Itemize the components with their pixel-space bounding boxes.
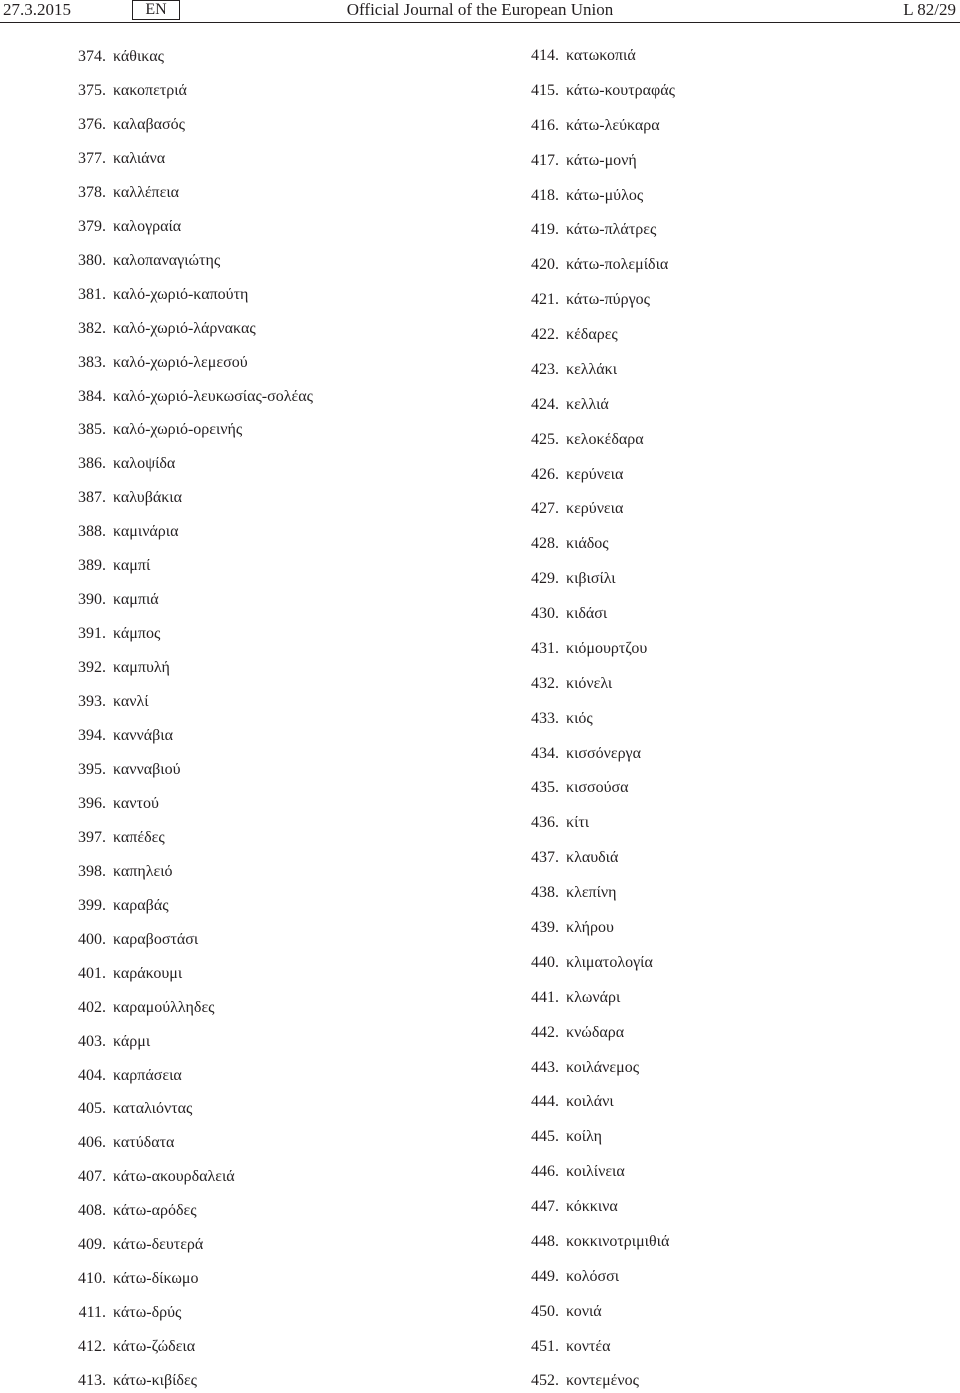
list-item-number: 423. xyxy=(531,360,559,378)
list-item-number: 425. xyxy=(531,430,559,448)
list-item-number: 436. xyxy=(531,814,559,832)
list-item-number: 439. xyxy=(531,919,559,936)
list-item xyxy=(0,1162,960,1182)
list-item-number: 449. xyxy=(531,1267,559,1285)
list-item xyxy=(0,534,960,554)
list-item-number: 442. xyxy=(531,1023,559,1041)
list-item-number: 389. xyxy=(78,557,106,575)
list-item-number: 397. xyxy=(78,828,106,846)
list-item-name: κακοπετριά xyxy=(113,81,187,99)
list-item-name: καταλιόντας xyxy=(113,1100,193,1118)
list-item-name: καμπυλή xyxy=(113,659,170,677)
list-item-number: 390. xyxy=(78,591,106,609)
list-item-name: καλυβάκια xyxy=(113,489,182,507)
list-item-number: 451. xyxy=(531,1337,559,1355)
list-item-number: 381. xyxy=(78,285,106,303)
list-item-name: καραβάς xyxy=(113,896,169,914)
list-item-number: 427. xyxy=(531,500,559,518)
list-item xyxy=(0,46,960,66)
list-item-name: κίτι xyxy=(566,814,590,832)
list-item-number: 386. xyxy=(78,455,106,473)
list-item-number: 450. xyxy=(531,1302,559,1320)
list-item-number: 398. xyxy=(78,862,106,880)
list-item xyxy=(0,988,960,1008)
list-item xyxy=(0,116,960,136)
list-item-name: καλιάνα xyxy=(113,149,166,167)
list-item-number: 378. xyxy=(78,183,106,201)
list-item-number: 430. xyxy=(531,605,559,623)
list-item-number: 383. xyxy=(78,353,106,371)
list-item-number: 402. xyxy=(78,998,106,1016)
list-item-name: κάτω-αρόδες xyxy=(113,1202,197,1220)
header-journal-title: Official Journal of the European Union xyxy=(346,0,614,19)
list-item-name: κελοκέδαρα xyxy=(566,430,644,448)
list-item-name: κάτω-μονή xyxy=(566,151,637,169)
list-item-number: 428. xyxy=(531,535,559,553)
list-item-number: 382. xyxy=(78,319,106,337)
list-item-name: καλό-χωριό-καπούτη xyxy=(113,285,249,303)
list-item-number: 392. xyxy=(78,659,106,677)
list-item xyxy=(0,778,960,798)
list-item-name: κλιματολογία xyxy=(566,953,653,971)
list-item-name: κλωνάρι xyxy=(566,988,621,1006)
list-item-number: 448. xyxy=(531,1232,559,1250)
list-item-number: 410. xyxy=(78,1270,106,1288)
list-item-name: καλό-χωριό-λευκωσίας-σολέας xyxy=(113,387,313,405)
list-item-name: καραβοστάσι xyxy=(113,930,199,948)
list-item-name: καντού xyxy=(113,794,159,812)
list-item-number: 403. xyxy=(78,1032,106,1050)
list-item-number: 420. xyxy=(531,256,559,274)
list-item xyxy=(0,186,960,206)
list-item xyxy=(0,290,960,310)
page-header xyxy=(0,0,960,22)
list-item xyxy=(0,709,960,729)
list-item-name: κελλιά xyxy=(566,395,609,413)
list-item-name: κοκκινοτριμιθιά xyxy=(566,1232,670,1250)
list-item xyxy=(0,1127,960,1147)
list-item-number: 393. xyxy=(78,693,106,711)
list-item-name: κλεπίνη xyxy=(566,884,617,902)
list-item xyxy=(0,813,960,833)
list-item xyxy=(0,569,960,589)
list-item-name: κονιά xyxy=(566,1302,602,1320)
list-item-name: καλλέπεια xyxy=(113,183,180,201)
list-item xyxy=(0,1058,960,1078)
list-item-name: κάτω-λεύκαρα xyxy=(566,116,660,134)
list-item-name: κοιλάνι xyxy=(566,1093,614,1111)
list-item-name: καλοψίδα xyxy=(113,455,176,473)
list-item xyxy=(0,395,960,415)
list-item-name: κιάδος xyxy=(566,535,609,553)
list-item-name: κολόσσι xyxy=(566,1267,620,1285)
list-item-name: καλαβασός xyxy=(113,115,185,133)
list-item-number: 375. xyxy=(78,81,106,99)
header-rule xyxy=(0,22,960,23)
list-item-name: κισσούσα xyxy=(566,779,629,797)
list-item-number: 443. xyxy=(531,1058,559,1076)
list-item xyxy=(0,465,960,485)
list-item-number: 396. xyxy=(78,794,106,812)
list-item-name: καπέδες xyxy=(113,828,165,846)
list-item-number: 394. xyxy=(78,727,106,744)
list-item-name: καμπί xyxy=(113,557,151,575)
list-item-number: 409. xyxy=(78,1236,106,1254)
list-item-number: 447. xyxy=(531,1198,559,1216)
list-item-number: 440. xyxy=(531,953,559,971)
list-item-name: κάτω-πολεμίδια xyxy=(566,256,669,274)
list-item-number: 401. xyxy=(78,964,106,982)
list-item xyxy=(0,1371,960,1391)
list-item xyxy=(0,1302,960,1322)
list-item-number: 417. xyxy=(531,151,559,169)
list-item-number: 422. xyxy=(531,326,559,344)
list-item xyxy=(0,744,960,764)
list-item-name: καπηλειό xyxy=(113,862,173,880)
list-item-number: 421. xyxy=(531,291,559,309)
list-item-number: 408. xyxy=(78,1202,106,1220)
list-item-number: 432. xyxy=(531,674,559,692)
list-item xyxy=(0,1197,960,1217)
list-item xyxy=(0,1232,960,1252)
list-item xyxy=(0,1023,960,1043)
list-item-number: 415. xyxy=(531,81,559,99)
list-item xyxy=(0,639,960,659)
list-item-number: 418. xyxy=(531,186,559,204)
list-item xyxy=(0,220,960,240)
list-item-name: κερύνεια xyxy=(566,465,624,483)
list-item-name: κλήρου xyxy=(566,919,614,936)
list-item-number: 400. xyxy=(78,930,106,948)
list-item-number: 414. xyxy=(531,47,559,64)
list-item-number: 399. xyxy=(78,896,106,914)
list-item-number: 441. xyxy=(531,988,559,1006)
list-item-name: κοιλάνεμος xyxy=(566,1058,640,1076)
list-item-number: 431. xyxy=(531,639,559,657)
list-item-name: κοιλίνεια xyxy=(566,1163,625,1181)
list-item-number: 385. xyxy=(78,421,106,439)
list-item-name: κάμπος xyxy=(113,625,161,643)
list-item xyxy=(0,848,960,868)
list-item-number: 413. xyxy=(78,1372,106,1390)
list-item-name: καλογραία xyxy=(113,217,182,235)
list-item-number: 446. xyxy=(531,1163,559,1181)
list-item-number: 374. xyxy=(78,48,106,65)
list-item-name: κάτω-ακουρδαλειά xyxy=(113,1168,235,1186)
list-item-name: καννάβια xyxy=(113,727,173,744)
list-item-number: 395. xyxy=(78,760,106,778)
list-item-number: 411. xyxy=(78,1304,106,1322)
list-item-name: κισσόνεργα xyxy=(566,744,642,762)
list-item-name: καρπάσεια xyxy=(113,1066,182,1084)
list-item xyxy=(0,499,960,519)
list-item-name: κάτω-κουτραφάς xyxy=(566,81,675,99)
list-item xyxy=(0,918,960,938)
list-item-name: καραμούλληδες xyxy=(113,998,215,1016)
list-item-number: 437. xyxy=(531,849,559,867)
list-item-number: 426. xyxy=(531,465,559,483)
list-item-number: 377. xyxy=(78,149,106,167)
list-item-number: 434. xyxy=(531,744,559,762)
list-item-number: 387. xyxy=(78,489,106,507)
list-item-name: καμινάρια xyxy=(113,523,179,541)
list-item-name: κιδάσι xyxy=(566,605,608,623)
list-item xyxy=(0,674,960,694)
list-item-number: 388. xyxy=(78,523,106,541)
list-item-name: κάτω-ζώδεια xyxy=(113,1338,196,1356)
list-item-name: κάτω-μύλος xyxy=(566,186,644,204)
list-item-name: κατύδατα xyxy=(113,1134,175,1152)
list-item-name: κέδαρες xyxy=(566,326,618,344)
list-item xyxy=(0,604,960,624)
list-item-number: 444. xyxy=(531,1093,559,1111)
header-date: 27.3.2015 xyxy=(3,0,71,19)
list-item-name: κάτω-δευτερά xyxy=(113,1236,204,1254)
list-item xyxy=(0,1092,960,1112)
list-item-name: κιόμουρτζου xyxy=(566,639,648,657)
list-item-name: κάτω-πλάτρες xyxy=(566,221,657,239)
list-item xyxy=(0,255,960,275)
list-item-name: κιός xyxy=(566,709,593,727)
list-item-name: κοντέα xyxy=(566,1337,611,1355)
list-item-name: κιβισίλι xyxy=(566,570,616,588)
list-item-number: 406. xyxy=(78,1134,106,1152)
list-item-name: καλό-χωριό-λεμεσού xyxy=(113,353,248,371)
list-item xyxy=(0,81,960,101)
header-page-reference: L 82/29 xyxy=(903,0,956,19)
list-item-name: καλό-χωριό-λάρνακας xyxy=(113,319,256,337)
list-item-name: κοίλη xyxy=(566,1128,602,1146)
list-item-number: 416. xyxy=(531,116,559,134)
list-item-number: 419. xyxy=(531,221,559,239)
list-item-name: κάτω-πύργος xyxy=(566,291,650,309)
list-item-number: 391. xyxy=(78,625,106,643)
list-item-number: 405. xyxy=(78,1100,106,1118)
list-item-name: κανναβιού xyxy=(113,760,181,778)
list-item xyxy=(0,953,960,973)
list-item xyxy=(0,1267,960,1287)
list-item-number: 429. xyxy=(531,570,559,588)
list-item-name: καλό-χωριό-ορεινής xyxy=(113,421,243,439)
list-item-name: κάτω-δίκωμο xyxy=(113,1270,199,1288)
list-item-number: 412. xyxy=(78,1338,106,1356)
list-item-name: κάτω-δρύς xyxy=(113,1304,182,1322)
list-item-number: 407. xyxy=(78,1168,106,1186)
list-item xyxy=(0,325,960,345)
list-item-name: καράκουμι xyxy=(113,964,183,982)
list-item-name: κελλάκι xyxy=(566,360,618,378)
list-item-number: 445. xyxy=(531,1128,559,1146)
list-item-number: 435. xyxy=(531,779,559,797)
list-item-name: καμπιά xyxy=(113,591,159,609)
list-item-number: 379. xyxy=(78,217,106,235)
list-item-name: κανλί xyxy=(113,693,149,711)
list-item-name: κάτω-κιβίδες xyxy=(113,1372,197,1390)
list-item xyxy=(0,1337,960,1357)
list-item-number: 404. xyxy=(78,1066,106,1084)
list-item-name: κλαυδιά xyxy=(566,849,619,867)
list-item-number: 384. xyxy=(78,387,106,405)
list-item-number: 452. xyxy=(531,1372,559,1390)
list-item-name: κάρμι xyxy=(113,1032,151,1050)
list-item-name: κνώδαρα xyxy=(566,1023,625,1041)
list-item xyxy=(0,360,960,380)
list-item-number: 376. xyxy=(78,115,106,133)
list-item-name: κόκκινα xyxy=(566,1198,618,1216)
list-item-name: κοντεμένος xyxy=(566,1372,639,1390)
list-item xyxy=(0,430,960,450)
list-item-name: κιόνελι xyxy=(566,674,613,692)
list-item-number: 424. xyxy=(531,395,559,413)
list-item-name: κάθικας xyxy=(113,48,164,65)
list-item-name: καλοπαναγιώτης xyxy=(113,251,221,269)
list-item-name: κερύνεια xyxy=(566,500,624,518)
list-item-number: 433. xyxy=(531,709,559,727)
list-item xyxy=(0,151,960,171)
list-item-name: κατωκοπιά xyxy=(566,47,636,64)
list-item-number: 438. xyxy=(531,884,559,902)
header-language-badge: EN xyxy=(132,0,180,20)
list-item-number: 380. xyxy=(78,251,106,269)
list-item xyxy=(0,883,960,903)
